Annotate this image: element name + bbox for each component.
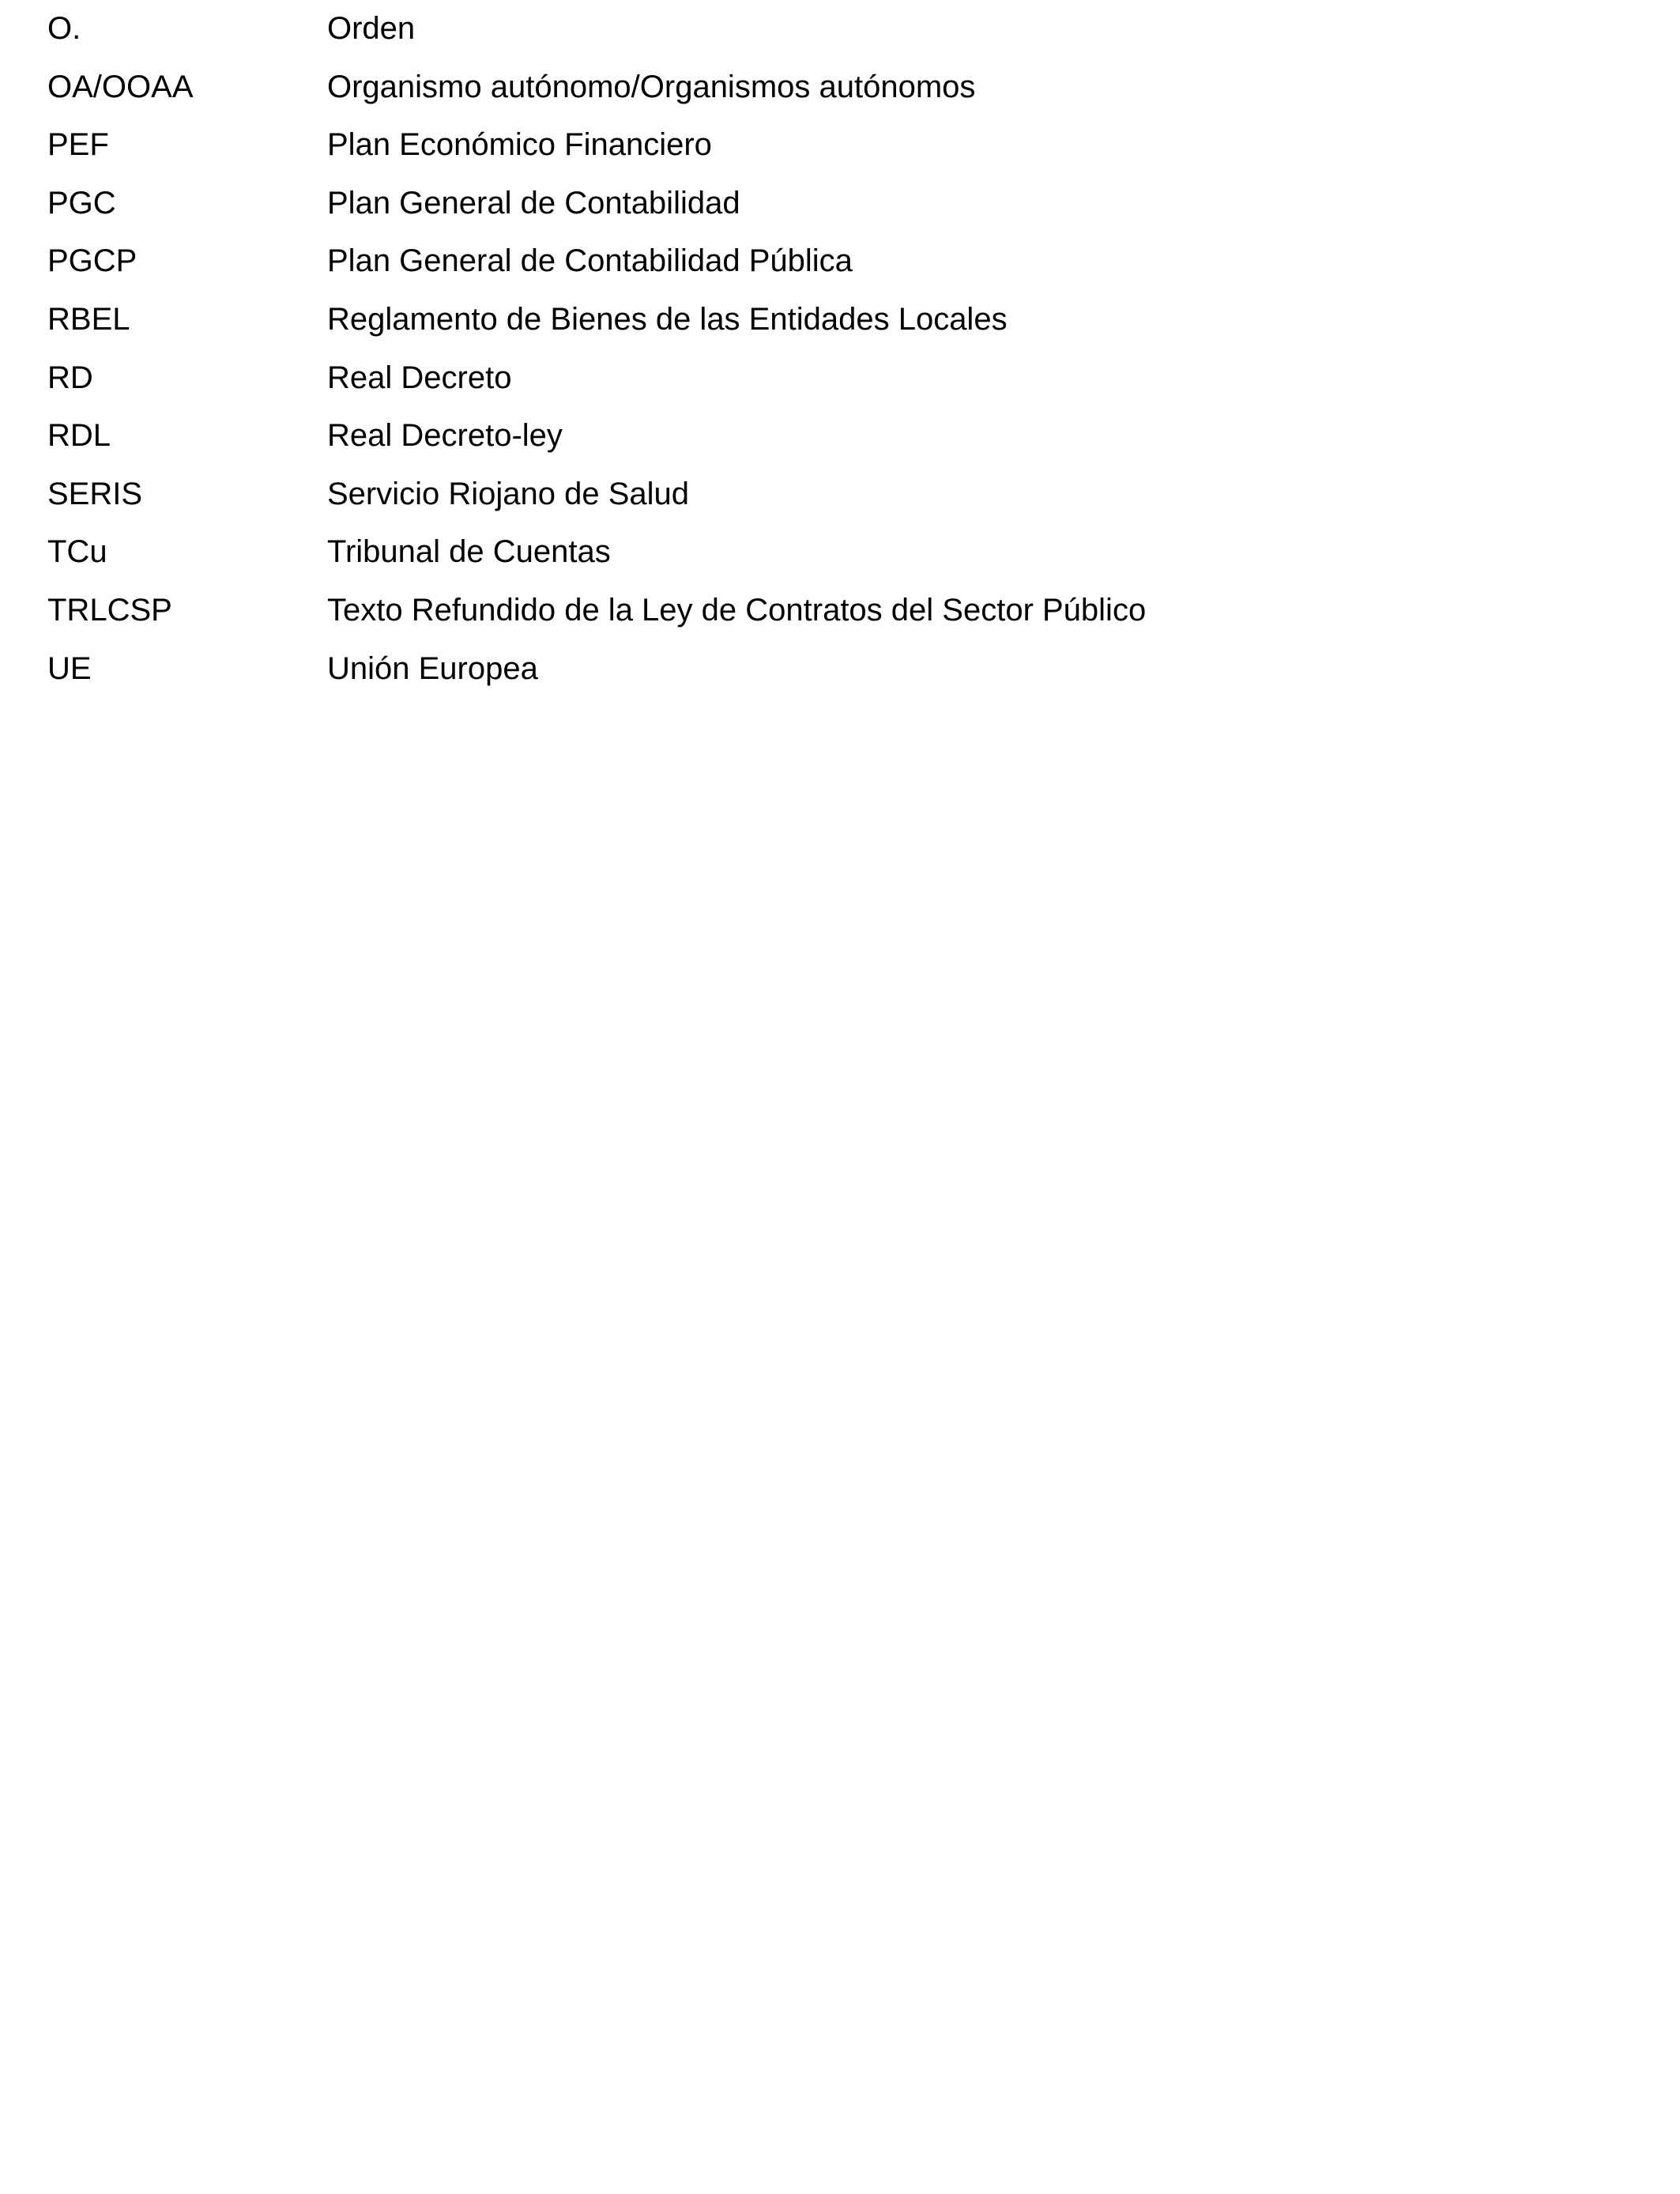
- abbreviation-term: SERIS: [47, 476, 143, 511]
- abbreviation-definition: Real Decreto-ley: [327, 418, 563, 454]
- abbreviation-row: [47, 6, 1146, 65]
- abbreviation-row: [47, 647, 1146, 705]
- abbreviation-definition: Tribunal de Cuentas: [327, 534, 611, 570]
- abbreviation-row: [47, 588, 1146, 647]
- abbreviation-row: [47, 181, 1146, 239]
- abbreviation-term: O.: [47, 11, 81, 46]
- abbreviation-definition: Organismo autónomo/Organismos autónomos: [327, 69, 976, 104]
- abbreviation-definition: Servicio Riojano de Salud: [327, 476, 690, 511]
- abbreviation-row: [47, 356, 1146, 414]
- abbreviation-term: RBEL: [47, 301, 130, 337]
- abbreviation-term: TCu: [47, 534, 107, 570]
- abbreviation-term: PEF: [47, 127, 109, 163]
- abbreviation-definition: Plan General de Contabilidad: [327, 185, 740, 221]
- abbreviation-term: UE: [47, 650, 92, 686]
- abbreviation-term: OA/OOAA: [47, 69, 194, 104]
- abbreviation-term: PGC: [47, 185, 116, 221]
- abbreviation-row: [47, 239, 1146, 297]
- abbreviation-term: PGCP: [47, 243, 137, 279]
- abbreviation-row: [47, 123, 1146, 181]
- abbreviation-definition: Plan General de Contabilidad Pública: [327, 243, 853, 279]
- abbreviation-row: [47, 297, 1146, 356]
- abbreviation-row: [47, 472, 1146, 530]
- abbreviation-term: RDL: [47, 418, 111, 454]
- abbreviation-list: [47, 6, 1146, 704]
- abbreviation-term: RD: [47, 360, 93, 395]
- abbreviation-definition: Texto Refundido de la Ley de Contratos del Sector Público: [327, 592, 1147, 628]
- abbreviation-definition: Unión Europea: [327, 650, 538, 686]
- abbreviation-definition: Plan Económico Financiero: [327, 127, 712, 163]
- abbreviation-row: [47, 65, 1146, 123]
- abbreviation-row: [47, 413, 1146, 472]
- abbreviation-term: TRLCSP: [47, 592, 172, 628]
- abbreviation-definition: Real Decreto: [327, 360, 512, 395]
- abbreviation-row: [47, 530, 1146, 588]
- abbreviation-definition: Orden: [327, 11, 416, 46]
- abbreviation-definition: Reglamento de Bienes de las Entidades Locales: [327, 301, 1008, 337]
